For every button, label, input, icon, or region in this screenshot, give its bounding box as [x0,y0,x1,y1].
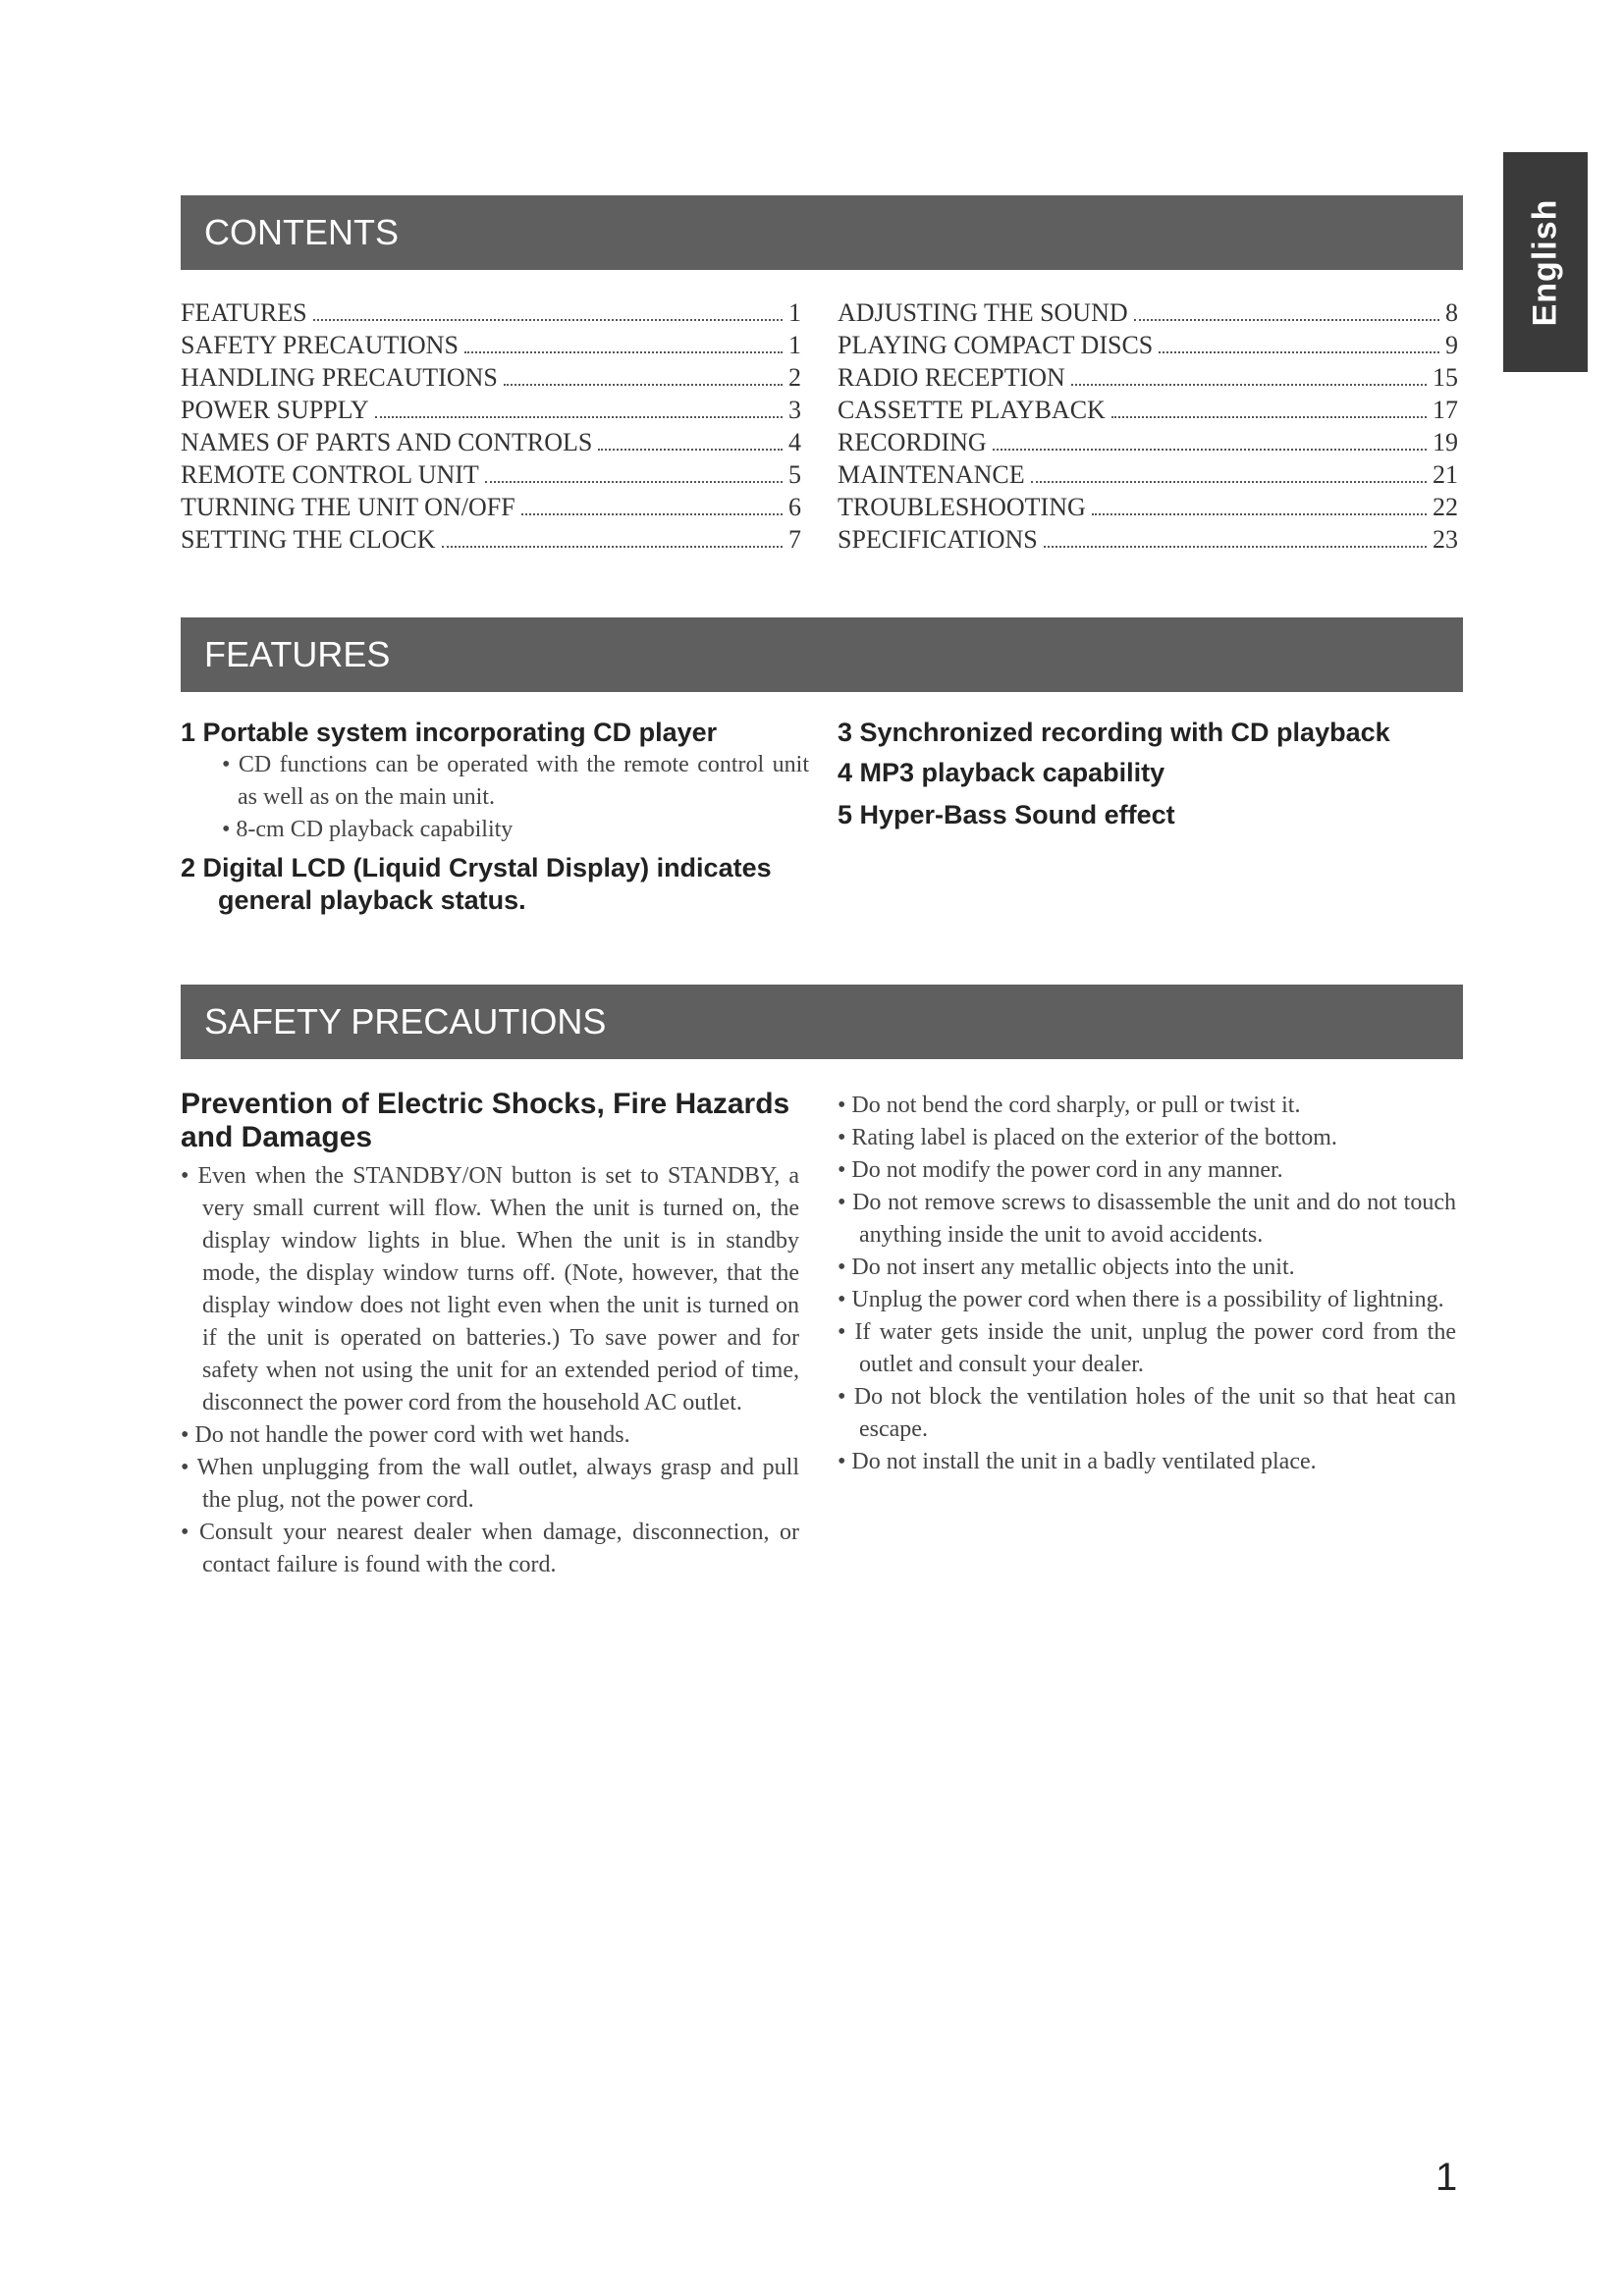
toc-page: 2 [788,363,801,392]
features-right-column [838,717,1466,831]
toc-row[interactable] [181,523,801,556]
toc-page: 1 [788,331,801,359]
feature-2-heading: 2 Digital LCD (Liquid Crystal Display) indicates [181,853,772,882]
toc-page: 6 [788,493,801,521]
feature-2-heading-cont: general playback status. [218,885,526,915]
safety-title: SAFETY PRECAUTIONS [204,1001,607,1041]
toc-label: HANDLING PRECAUTIONS [181,363,498,392]
toc-leader [442,546,783,548]
language-tab [1503,152,1588,372]
list-item: • Do not block the ventilation holes of the unit so that heat can escape. [838,1384,1456,1442]
toc-leader [485,481,783,483]
contents-title: CONTENTS [204,212,399,252]
toc-page: 21 [1433,460,1458,489]
toc-page: 8 [1445,298,1458,327]
toc-page: 7 [788,525,801,554]
list-item: • If water gets inside the unit, unplug the power cord from the outlet and consult your dealer. [838,1319,1456,1377]
toc-page: 9 [1445,331,1458,359]
toc-row[interactable] [838,426,1458,458]
toc-label: RECORDING [838,428,987,456]
toc-leader [1111,416,1427,418]
toc-label: REMOTE CONTROL UNIT [181,460,479,489]
safety-left-list [181,1160,799,1581]
toc-leader [464,351,783,353]
toc-label: SPECIFICATIONS [838,525,1038,554]
toc-page: 3 [788,396,801,424]
toc-label: SETTING THE CLOCK [181,525,436,554]
toc-row[interactable] [181,361,801,394]
safety-right-column [838,1090,1456,1478]
toc-left-column [181,296,801,556]
list-item: • Do not bend the cord sharply, or pull or twist it. [838,1093,1301,1118]
safety-left-column [181,1088,799,1581]
toc-row[interactable] [838,296,1458,329]
safety-subtitle: Prevention of Electric Shocks, Fire Hazards and Damages [181,1088,790,1153]
features-left-column [181,717,809,917]
toc-row[interactable] [838,394,1458,426]
toc-page: 23 [1433,525,1458,554]
toc-page: 5 [788,460,801,489]
feature-4-heading: 4 MP3 playback capability [838,758,1165,787]
toc-leader [521,513,783,515]
toc-label: FEATURES [181,298,307,327]
toc-row[interactable] [838,329,1458,361]
toc-label: PLAYING COMPACT DISCS [838,331,1154,359]
toc-row[interactable] [181,329,801,361]
features-title: FEATURES [204,634,391,674]
language-tab-label: English [1526,198,1564,326]
toc-right-column [838,296,1458,556]
toc-label: CASSETTE PLAYBACK [838,396,1106,424]
toc-row[interactable] [838,361,1458,394]
toc-label: ADJUSTING THE SOUND [838,298,1128,327]
toc-page: 17 [1433,396,1458,424]
toc-leader [1044,546,1427,548]
toc-page: 19 [1433,428,1458,456]
toc-label: POWER SUPPLY [181,396,369,424]
features-header [181,617,1463,692]
toc-row[interactable] [838,491,1458,523]
list-item: • Do not install the unit in a badly ventilated place. [838,1449,1317,1474]
page-number: 1 [1435,2156,1458,2199]
toc-leader [1134,319,1439,321]
safety-right-list [838,1090,1456,1478]
toc-leader [1031,481,1427,483]
toc-leader [375,416,783,418]
toc-page: 15 [1433,363,1458,392]
toc-label: NAMES OF PARTS AND CONTROLS [181,428,593,456]
list-item: • Do not modify the power cord in any manner. [838,1157,1283,1183]
toc-label: SAFETY PRECAUTIONS [181,331,459,359]
toc-leader [1071,384,1427,386]
list-item: • Rating label is placed on the exterior of the bottom. [838,1125,1337,1150]
toc-row[interactable] [181,491,801,523]
toc-leader [313,319,783,321]
toc-label: TURNING THE UNIT ON/OFF [181,493,515,521]
feature-1-heading: 1 Portable system incorporating CD player [181,718,718,747]
toc-label: RADIO RECEPTION [838,363,1065,392]
list-item: • Do not remove screws to disassemble the unit and do not touch anything inside the unit to avoid accidents. [838,1190,1456,1248]
toc-row[interactable] [838,458,1458,491]
list-item: • Even when the STANDBY/ON button is set to STANDBY, a very small current will flow. When the unit is turned on, the display window lights in blue. When the unit is in standby mode, the display window turns off. (Note, however, that the display window does not light even when the unit is turned on if the unit is operated on batteries.) To save power and for safety when not using the unit for an extended period of time, disconnect the power cord from the household AC outlet. [181,1163,799,1415]
toc-page: 1 [788,298,801,327]
toc-leader [598,449,783,451]
toc-row[interactable] [181,458,801,491]
toc-row[interactable] [181,296,801,329]
toc-leader [1092,513,1427,515]
list-item: • Do not handle the power cord with wet hands. [181,1422,630,1448]
toc-label: MAINTENANCE [838,460,1025,489]
contents-header [181,195,1463,270]
list-item: • Do not insert any metallic objects into the unit. [838,1255,1295,1280]
toc-label: TROUBLESHOOTING [838,493,1086,521]
toc-row[interactable] [181,394,801,426]
list-item: • 8-cm CD playback capability [222,817,514,842]
feature-3-heading: 3 Synchronized recording with CD playback [838,718,1390,747]
list-item: • When unplugging from the wall outlet, always grasp and pull the plug, not the power cord. [181,1455,799,1513]
safety-header [181,985,1463,1059]
toc-leader [1159,351,1439,353]
list-item: • Consult your nearest dealer when damage, disconnection, or contact failure is found with the cord. [181,1520,799,1577]
list-item: • Unplug the power cord when there is a possibility of lightning. [838,1287,1444,1312]
toc-page: 4 [788,428,801,456]
list-item: • CD functions can be operated with the remote control unit as well as on the main unit. [222,752,809,810]
toc-page: 22 [1433,493,1458,521]
toc-leader [504,384,783,386]
feature-5-heading: 5 Hyper-Bass Sound effect [838,800,1175,829]
feature-1-bullets [181,749,809,846]
toc-leader [993,449,1427,451]
toc-row[interactable] [838,523,1458,556]
toc-row[interactable] [181,426,801,458]
